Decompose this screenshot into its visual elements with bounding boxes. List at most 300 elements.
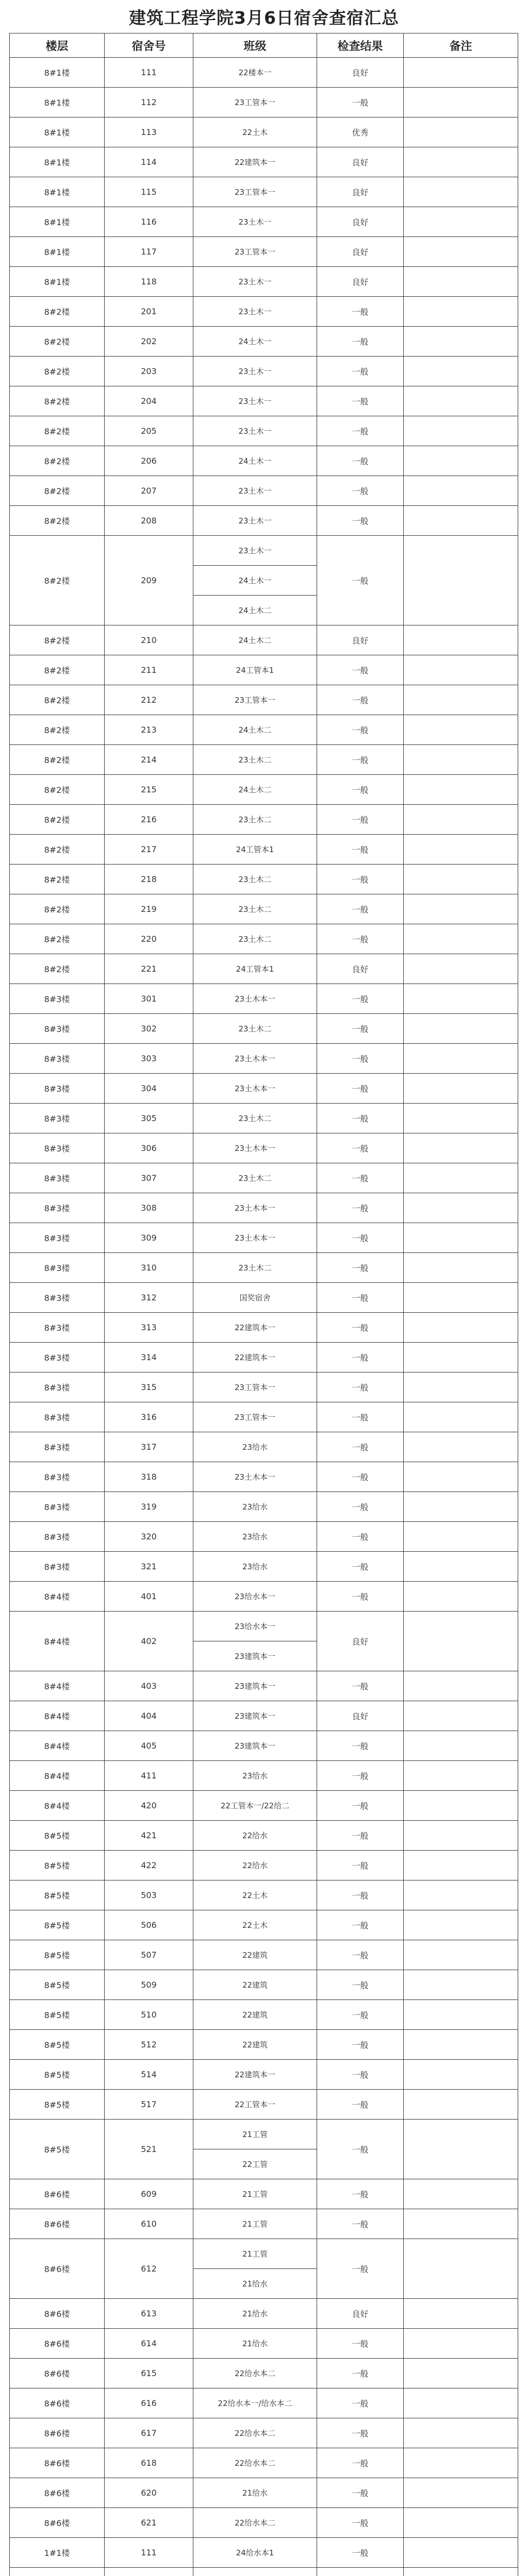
cell-class: 23工管本一 — [193, 177, 317, 207]
table-row — [10, 297, 518, 327]
class-entry: 23给水本一 — [234, 1622, 276, 1631]
cell-class: 22建筑 — [193, 2030, 317, 2060]
cell-note — [404, 2478, 518, 2508]
cell-result: 一般 — [317, 1044, 404, 1074]
table-row — [10, 1402, 518, 1432]
table-row — [10, 2060, 518, 2090]
cell-building: 8#3楼 — [10, 1432, 105, 1462]
cell-note — [404, 2448, 518, 2478]
header-building: 楼层 — [10, 33, 105, 58]
cell-building: 8#4楼 — [10, 1612, 105, 1671]
cell-class: 21工管 — [193, 2209, 317, 2239]
cell-note — [404, 2239, 518, 2299]
cell-room: 506 — [105, 1910, 193, 1940]
cell-room: 616 — [105, 2388, 193, 2418]
cell-room: 618 — [105, 2448, 193, 2478]
cell-note — [404, 536, 518, 625]
cell-result: 良好 — [317, 237, 404, 267]
cell-room: 302 — [105, 1014, 193, 1044]
cell-building: 8#1楼 — [10, 88, 105, 117]
cell-class: 23工管本一 — [193, 1402, 317, 1432]
cell-room: 211 — [105, 655, 193, 685]
cell-class: 22建筑本一 — [193, 2060, 317, 2090]
cell-room: 314 — [105, 1343, 193, 1372]
cell-class: 22给水本一/给水本二 — [193, 2388, 317, 2418]
cell-note — [404, 1671, 518, 1701]
table-row — [10, 685, 518, 715]
cell-note — [404, 446, 518, 476]
cell-room: 620 — [105, 2478, 193, 2508]
cell-class: 21给水 — [193, 2299, 317, 2329]
cell-room: 307 — [105, 1163, 193, 1193]
cell-result: 一般 — [317, 2538, 404, 2568]
table-row — [10, 1612, 518, 1671]
cell-building: 8#2楼 — [10, 655, 105, 685]
cell-note — [404, 1970, 518, 2000]
cell-room: 115 — [105, 177, 193, 207]
cell-room: 310 — [105, 1253, 193, 1283]
cell-result: 一般 — [317, 1193, 404, 1223]
cell-class: 24土木一 — [193, 327, 317, 357]
cell-building: 8#6楼 — [10, 2179, 105, 2209]
cell-building: 8#3楼 — [10, 1402, 105, 1432]
cell-class: 23工管本一 — [193, 88, 317, 117]
cell-class: 23工管本一 — [193, 685, 317, 715]
table-row — [10, 1791, 518, 1821]
cell-result: 一般 — [317, 2030, 404, 2060]
cell-result: 良好 — [317, 267, 404, 297]
table-row — [10, 1462, 518, 1492]
cell-building: 8#4楼 — [10, 1791, 105, 1821]
cell-note — [404, 894, 518, 924]
cell-room: 402 — [105, 1612, 193, 1671]
cell-class: 23土木一 — [193, 476, 317, 506]
table-row — [10, 2508, 518, 2538]
cell-class: 23给水 — [193, 1432, 317, 1462]
cell-note — [404, 1910, 518, 1940]
cell-result: 一般 — [317, 446, 404, 476]
cell-room: 112 — [105, 88, 193, 117]
cell-result: 良好 — [317, 1612, 404, 1671]
cell-result: 一般 — [317, 536, 404, 625]
table-row — [10, 1253, 518, 1283]
header-note: 备注 — [404, 33, 518, 58]
cell-room: 617 — [105, 2418, 193, 2448]
cell-room: 117 — [105, 237, 193, 267]
table-row — [10, 207, 518, 237]
cell-building: 8#4楼 — [10, 1582, 105, 1612]
cell-room: 304 — [105, 1074, 193, 1104]
table-row — [10, 506, 518, 536]
table-row — [10, 1193, 518, 1223]
cell-class: 23土木一 — [193, 207, 317, 237]
cell-class: 22建筑 — [193, 1970, 317, 2000]
cell-note — [404, 1044, 518, 1074]
table-row — [10, 88, 518, 117]
cell-result: 一般 — [317, 2478, 404, 2508]
cell-room: 512 — [105, 2030, 193, 2060]
cell-class — [193, 2120, 317, 2179]
cell-room: 609 — [105, 2179, 193, 2209]
cell-class: 22给水本二 — [193, 2508, 317, 2538]
cell-result: 一般 — [317, 416, 404, 446]
cell-class: 23土木二 — [193, 1014, 317, 1044]
cell-class: 22建筑本一 — [193, 1313, 317, 1343]
table-row — [10, 476, 518, 506]
cell-result — [317, 2568, 404, 2576]
cell-note — [404, 1791, 518, 1821]
cell-note — [404, 147, 518, 177]
table-row — [10, 416, 518, 446]
cell-note — [404, 2000, 518, 2030]
class-entry: 21工管 — [242, 2249, 268, 2259]
cell-building: 8#6楼 — [10, 2448, 105, 2478]
cell-building: 8#3楼 — [10, 1313, 105, 1343]
cell-note — [404, 58, 518, 88]
cell-result: 一般 — [317, 1343, 404, 1372]
cell-class: 22建筑 — [193, 1940, 317, 1970]
cell-note — [404, 1283, 518, 1313]
table-row — [10, 1851, 518, 1880]
class-entry: 24土木二 — [193, 595, 317, 625]
cell-note — [404, 416, 518, 446]
table-row — [10, 237, 518, 267]
table-row — [10, 865, 518, 894]
cell-result: 一般 — [317, 1163, 404, 1193]
cell-result: 良好 — [317, 2299, 404, 2329]
cell-note — [404, 1492, 518, 1522]
cell-result: 一般 — [317, 1402, 404, 1432]
table-row — [10, 2448, 518, 2478]
cell-result: 一般 — [317, 1880, 404, 1910]
cell-class: 23土木二 — [193, 1163, 317, 1193]
cell-building: 8#5楼 — [10, 1910, 105, 1940]
cell-building: 8#1楼 — [10, 147, 105, 177]
table-row — [10, 2090, 518, 2120]
cell-class: 22工管本一 — [193, 2090, 317, 2120]
cell-room: 118 — [105, 267, 193, 297]
table-row — [10, 2329, 518, 2359]
cell-class: 24土木二 — [193, 715, 317, 745]
table-row — [10, 2000, 518, 2030]
cell-result: 一般 — [317, 2120, 404, 2179]
cell-note — [404, 625, 518, 655]
cell-result: 一般 — [317, 1283, 404, 1313]
cell-room: 317 — [105, 1432, 193, 1462]
cell-result: 一般 — [317, 1821, 404, 1851]
cell-building: 8#6楼 — [10, 2478, 105, 2508]
cell-result: 一般 — [317, 1104, 404, 1133]
cell-result: 一般 — [317, 1851, 404, 1880]
cell-result: 一般 — [317, 1761, 404, 1791]
cell-result: 良好 — [317, 625, 404, 655]
header-class: 班级 — [193, 33, 317, 58]
cell-building: 8#3楼 — [10, 984, 105, 1014]
cell-room: 401 — [105, 1582, 193, 1612]
cell-building: 8#5楼 — [10, 1880, 105, 1910]
cell-room: 206 — [105, 446, 193, 476]
cell-class: 23土木二 — [193, 1253, 317, 1283]
cell-building: 8#1楼 — [10, 207, 105, 237]
cell-room: 116 — [105, 207, 193, 237]
cell-room: 319 — [105, 1492, 193, 1522]
cell-class: 23土木本一 — [193, 1074, 317, 1104]
cell-building: 8#2楼 — [10, 805, 105, 835]
cell-note — [404, 835, 518, 865]
cell-note — [404, 1701, 518, 1731]
cell-result: 一般 — [317, 476, 404, 506]
class-entry: 23建筑本一 — [193, 1641, 317, 1671]
cell-result: 一般 — [317, 2388, 404, 2418]
table-row — [10, 1582, 518, 1612]
cell-class: 22给水本二 — [193, 2359, 317, 2388]
cell-building: 8#6楼 — [10, 2299, 105, 2329]
cell-room: 210 — [105, 625, 193, 655]
cell-building: 8#5楼 — [10, 2060, 105, 2090]
cell-class: 23给水本一 — [193, 1582, 317, 1612]
cell-note — [404, 297, 518, 327]
table-row — [10, 1701, 518, 1731]
cell-room: 305 — [105, 1104, 193, 1133]
cell-building: 8#1楼 — [10, 267, 105, 297]
cell-note — [404, 1163, 518, 1193]
table-row — [10, 1223, 518, 1253]
cell-note — [404, 1522, 518, 1552]
cell-class: 22给水本二 — [193, 2448, 317, 2478]
cell-result: 良好 — [317, 58, 404, 88]
cell-note — [404, 1074, 518, 1104]
cell-result: 一般 — [317, 2179, 404, 2209]
table-row — [10, 655, 518, 685]
cell-note — [404, 2508, 518, 2538]
cell-room: 219 — [105, 894, 193, 924]
cell-class: 21给水 — [193, 2329, 317, 2359]
cell-result: 一般 — [317, 1223, 404, 1253]
cell-note — [404, 506, 518, 536]
header-room: 宿舍号 — [105, 33, 193, 58]
cell-building: 8#4楼 — [10, 1671, 105, 1701]
cell-note — [404, 357, 518, 386]
cell-class: 23土木二 — [193, 894, 317, 924]
cell-room: 313 — [105, 1313, 193, 1343]
cell-class: 21给水 — [193, 2478, 317, 2508]
cell-building: 8#3楼 — [10, 1044, 105, 1074]
cell-room: 420 — [105, 1791, 193, 1821]
class-entry: 21给水 — [193, 2268, 317, 2298]
page-title: 建筑工程学院3月6日宿舍查宿汇总 — [129, 7, 399, 28]
cell-room: 318 — [105, 1462, 193, 1492]
cell-room — [105, 2568, 193, 2576]
table-row — [10, 1074, 518, 1104]
cell-result: 一般 — [317, 386, 404, 416]
cell-building: 8#3楼 — [10, 1193, 105, 1223]
header-result: 检查结果 — [317, 33, 404, 58]
cell-result: 一般 — [317, 357, 404, 386]
cell-class: 22建筑 — [193, 2000, 317, 2030]
cell-class — [193, 2568, 317, 2576]
cell-note — [404, 2299, 518, 2329]
cell-room: 509 — [105, 1970, 193, 2000]
cell-note — [404, 1343, 518, 1372]
cell-class: 23建筑本一 — [193, 1671, 317, 1701]
cell-room: 316 — [105, 1402, 193, 1432]
cell-note — [404, 1940, 518, 1970]
table-row — [10, 357, 518, 386]
cell-class: 22土木 — [193, 117, 317, 147]
table-row — [10, 835, 518, 865]
cell-class: 23土木一 — [193, 386, 317, 416]
cell-class: 23建筑本一 — [193, 1701, 317, 1731]
cell-class — [193, 536, 317, 625]
cell-result: 一般 — [317, 1492, 404, 1522]
cell-note — [404, 2209, 518, 2239]
table-row — [10, 954, 518, 984]
cell-class: 24工管本1 — [193, 954, 317, 984]
cell-building: 8#2楼 — [10, 476, 105, 506]
cell-note — [404, 984, 518, 1014]
table-row — [10, 1163, 518, 1193]
cell-building: 8#6楼 — [10, 2388, 105, 2418]
table-row — [10, 446, 518, 476]
cell-class: 22给水 — [193, 1821, 317, 1851]
cell-building: 8#2楼 — [10, 924, 105, 954]
cell-room: 421 — [105, 1821, 193, 1851]
cell-building: 8#3楼 — [10, 1522, 105, 1552]
cell-note — [404, 476, 518, 506]
cell-note — [404, 924, 518, 954]
cell-class: 24工管本1 — [193, 835, 317, 865]
cell-room: 301 — [105, 984, 193, 1014]
cell-note — [404, 237, 518, 267]
cell-room: 312 — [105, 1283, 193, 1313]
cell-building: 8#2楼 — [10, 327, 105, 357]
table-row — [10, 924, 518, 954]
cell-building: 8#2楼 — [10, 416, 105, 446]
table-row — [10, 1104, 518, 1133]
cell-building: 8#3楼 — [10, 1283, 105, 1313]
cell-result: 一般 — [317, 715, 404, 745]
cell-building: 8#2楼 — [10, 775, 105, 805]
cell-class: 24工管本1 — [193, 655, 317, 685]
cell-room: 202 — [105, 327, 193, 357]
cell-result: 一般 — [317, 1731, 404, 1761]
cell-result: 一般 — [317, 1432, 404, 1462]
cell-result: 一般 — [317, 2000, 404, 2030]
table-row — [10, 805, 518, 835]
cell-room: 309 — [105, 1223, 193, 1253]
table-row — [10, 177, 518, 207]
table-row — [10, 386, 518, 416]
table-row — [10, 1821, 518, 1851]
cell-result: 一般 — [317, 1940, 404, 1970]
cell-room: 221 — [105, 954, 193, 984]
cell-note — [404, 2388, 518, 2418]
cell-class: 23土木一 — [193, 267, 317, 297]
table-row — [10, 2359, 518, 2388]
cell-result: 一般 — [317, 685, 404, 715]
cell-note — [404, 685, 518, 715]
cell-class: 23土木一 — [193, 297, 317, 327]
cell-class: 23土木二 — [193, 1104, 317, 1133]
cell-note — [404, 1761, 518, 1791]
cell-note — [404, 1313, 518, 1343]
cell-result: 一般 — [317, 984, 404, 1014]
cell-note — [404, 745, 518, 775]
table-row — [10, 1731, 518, 1761]
cell-note — [404, 655, 518, 685]
table-row — [10, 984, 518, 1014]
cell-class: 24土木二 — [193, 775, 317, 805]
cell-note — [404, 1612, 518, 1671]
table-row — [10, 715, 518, 745]
table-row — [10, 58, 518, 88]
cell-result: 一般 — [317, 2448, 404, 2478]
cell-building: 8#3楼 — [10, 1343, 105, 1372]
table-row — [10, 2030, 518, 2060]
table-row — [10, 1343, 518, 1372]
class-entry: 24土木一 — [193, 565, 317, 595]
cell-class: 23土木二 — [193, 745, 317, 775]
cell-class: 23给水 — [193, 1552, 317, 1582]
cell-building: 8#3楼 — [10, 1253, 105, 1283]
cell-building: 8#2楼 — [10, 386, 105, 416]
cell-note — [404, 2030, 518, 2060]
cell-room: 621 — [105, 2508, 193, 2538]
cell-room: 405 — [105, 1731, 193, 1761]
cell-class: 23给水 — [193, 1492, 317, 1522]
cell-result: 一般 — [317, 655, 404, 685]
cell-note — [404, 1372, 518, 1402]
cell-result: 一般 — [317, 2508, 404, 2538]
cell-room: 205 — [105, 416, 193, 446]
cell-class: 23土木本一 — [193, 1462, 317, 1492]
table-row — [10, 1940, 518, 1970]
cell-note — [404, 1014, 518, 1044]
cell-room: 422 — [105, 1851, 193, 1880]
cell-building: 8#5楼 — [10, 2120, 105, 2179]
cell-building: 8#5楼 — [10, 2030, 105, 2060]
cell-room: 517 — [105, 2090, 193, 2120]
cell-building: 8#6楼 — [10, 2329, 105, 2359]
cell-room: 610 — [105, 2209, 193, 2239]
cell-result: 一般 — [317, 2209, 404, 2239]
cell-note — [404, 2329, 518, 2359]
cell-note — [404, 1223, 518, 1253]
cell-class: 23土木本一 — [193, 984, 317, 1014]
cell-building: 8#1楼 — [10, 58, 105, 88]
table-row — [10, 1432, 518, 1462]
cell-room: 215 — [105, 775, 193, 805]
cell-result: 一般 — [317, 835, 404, 865]
cell-result: 一般 — [317, 1074, 404, 1104]
cell-room: 216 — [105, 805, 193, 835]
cell-class: 23土木本一 — [193, 1223, 317, 1253]
cell-note — [404, 865, 518, 894]
table-row — [10, 1313, 518, 1343]
cell-result: 一般 — [317, 297, 404, 327]
table-row — [10, 1522, 518, 1552]
cell-note — [404, 1432, 518, 1462]
table-row — [10, 327, 518, 357]
cell-result: 良好 — [317, 1701, 404, 1731]
table-row — [10, 2299, 518, 2329]
cell-note — [404, 1582, 518, 1612]
cell-class: 23给水 — [193, 1761, 317, 1791]
cell-result: 一般 — [317, 2060, 404, 2090]
cell-class: 国奖宿舍 — [193, 1283, 317, 1313]
table-body — [10, 58, 518, 2576]
cell-room: 208 — [105, 506, 193, 536]
